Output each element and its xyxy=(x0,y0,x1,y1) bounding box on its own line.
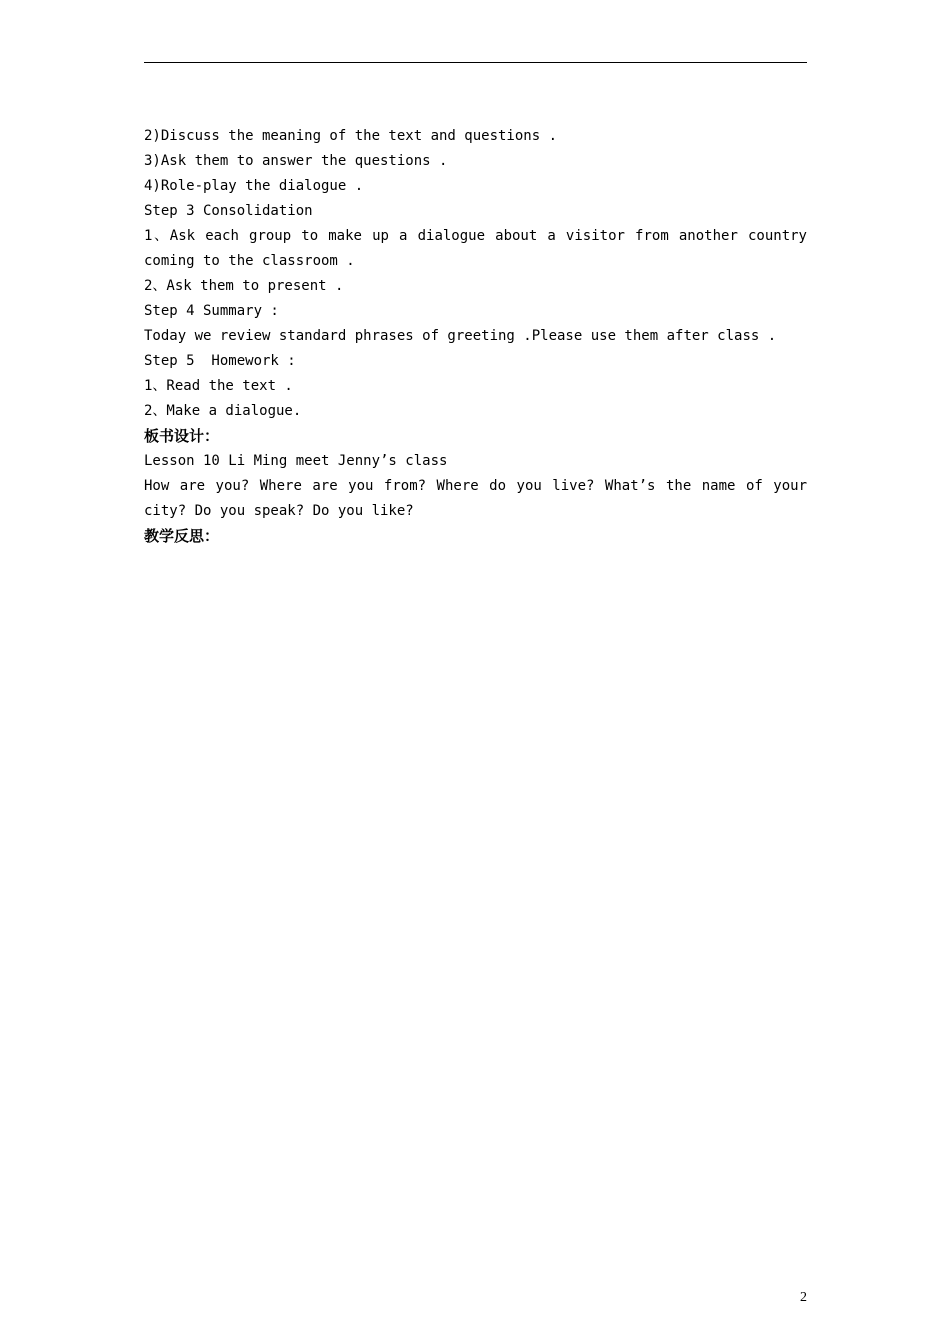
lesson-title-line: Lesson 10 Li Ming meet Jenny’s class xyxy=(144,453,448,469)
procedure-line: 3)Ask them to answer the questions . xyxy=(144,153,448,169)
teaching-reflection-heading: 教学反思： xyxy=(144,527,220,545)
paragraph-line: How are you? Where are you from? Where do you live? What’s the name of your xyxy=(144,478,807,494)
header-rule xyxy=(144,62,807,63)
procedure-line: 2、Ask them to present . xyxy=(144,278,344,294)
paragraph-line: coming to the classroom . xyxy=(144,253,355,269)
document-body xyxy=(144,124,807,549)
board-design-heading: 板书设计： xyxy=(144,427,220,445)
procedure-line: 2)Discuss the meaning of the text and questions . xyxy=(144,128,558,144)
paragraph-line: city? Do you speak? Do you like? xyxy=(144,503,414,519)
procedure-line: 1、Read the text . xyxy=(144,378,293,394)
step-heading: Step 3 Consolidation xyxy=(144,203,313,219)
procedure-line: 2、Make a dialogue. xyxy=(144,403,302,419)
paragraph-line: 1、Ask each group to make up a dialogue about a visitor from another country xyxy=(144,228,807,244)
paragraph-line: Today we review standard phrases of greeting .Please use them after class . xyxy=(144,328,777,344)
step-heading: Step 4 Summary : xyxy=(144,303,279,319)
step-heading: Step 5 Homework : xyxy=(144,353,296,369)
page-number: 2 xyxy=(800,1290,807,1305)
procedure-line: 4)Role-play the dialogue . xyxy=(144,178,364,194)
